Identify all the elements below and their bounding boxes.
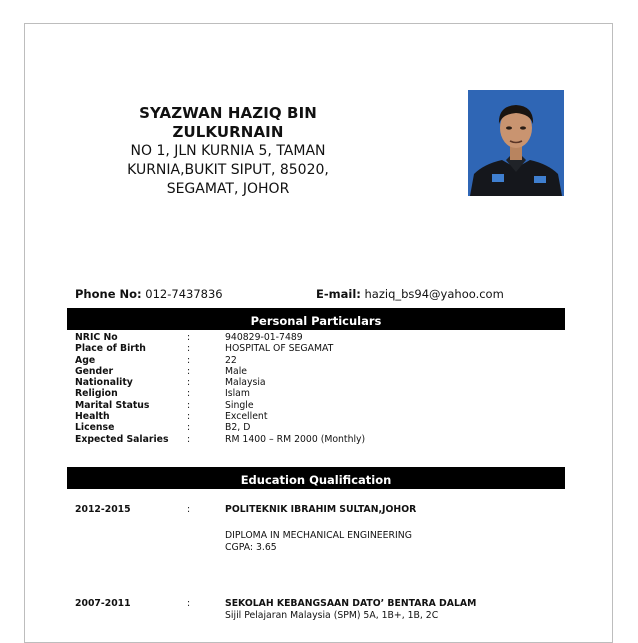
field-value: Single bbox=[225, 399, 254, 411]
field-value: HOSPITAL OF SEGAMAT bbox=[225, 343, 334, 355]
phone-value: 012-7437836 bbox=[145, 287, 223, 301]
field-separator: : bbox=[187, 332, 191, 343]
field-label: License bbox=[75, 422, 115, 434]
table-row bbox=[75, 355, 525, 366]
field-label: Health bbox=[75, 411, 110, 423]
field-label: Religion bbox=[75, 388, 118, 400]
table-row bbox=[75, 343, 525, 354]
table-row bbox=[75, 411, 525, 422]
education-separator: : bbox=[187, 504, 191, 515]
personal-particulars-table bbox=[75, 332, 525, 445]
field-value: 940829-01-7489 bbox=[225, 332, 303, 343]
table-row bbox=[75, 332, 525, 343]
field-separator: : bbox=[187, 388, 191, 400]
field-separator: : bbox=[187, 377, 191, 389]
field-separator: : bbox=[187, 411, 191, 423]
phone-row bbox=[75, 287, 223, 301]
profile-photo-illustration bbox=[468, 90, 564, 196]
field-value: Malaysia bbox=[225, 377, 266, 389]
profile-photo bbox=[468, 90, 564, 196]
field-value: RM 1400 – RM 2000 (Monthly) bbox=[225, 433, 366, 445]
education-course: Sijil Pelajaran Malaysia (SPM) 5A, 1B+, 1B, 2C bbox=[225, 610, 439, 621]
table-row bbox=[75, 422, 525, 433]
email-value: haziq_bs94@yahoo.com bbox=[364, 287, 504, 301]
applicant-name: SYAZWAN HAZIQ BIN ZULKURNAIN bbox=[139, 104, 317, 141]
email-label: E-mail: bbox=[316, 287, 361, 301]
address-line-3: SEGAMAT, JOHOR bbox=[166, 181, 290, 197]
field-label: Marital Status bbox=[75, 399, 150, 411]
education-institution: POLITEKNIK IBRAHIM SULTAN,JOHOR bbox=[225, 504, 417, 515]
address-line-1: NO 1, JLN KURNIA 5, TAMAN bbox=[130, 143, 326, 159]
field-separator: : bbox=[187, 422, 191, 434]
phone-label: Phone No: bbox=[75, 287, 142, 301]
table-row bbox=[75, 434, 525, 445]
education-years: 2012-2015 bbox=[75, 504, 131, 515]
field-value: B2, D bbox=[225, 422, 251, 434]
address-line-2: KURNIA,BUKIT SIPUT, 85020, bbox=[127, 162, 329, 178]
education-separator: : bbox=[187, 598, 191, 609]
table-row bbox=[75, 400, 525, 411]
header-block bbox=[83, 104, 373, 199]
field-separator: : bbox=[187, 343, 191, 355]
education-years: 2007-2011 bbox=[75, 598, 131, 609]
education-result: CGPA: 3.65 bbox=[225, 542, 277, 553]
field-separator: : bbox=[187, 399, 191, 411]
field-label: Expected Salaries bbox=[75, 433, 169, 445]
education-details bbox=[225, 504, 545, 554]
field-value: Male bbox=[225, 365, 248, 377]
field-label: Age bbox=[75, 354, 96, 366]
field-separator: : bbox=[187, 433, 191, 445]
table-row bbox=[75, 366, 525, 377]
field-value: Excellent bbox=[225, 411, 268, 423]
table-row bbox=[75, 388, 525, 399]
education-section-header: Education Qualification bbox=[67, 467, 565, 489]
email-row bbox=[316, 287, 504, 301]
table-row bbox=[75, 377, 525, 388]
field-label: Gender bbox=[75, 365, 114, 377]
field-separator: : bbox=[187, 354, 191, 366]
field-separator: : bbox=[187, 365, 191, 377]
field-value: 22 bbox=[225, 354, 237, 366]
education-course: DIPLOMA IN MECHANICAL ENGINEERING bbox=[225, 530, 412, 541]
field-label: NRIC No bbox=[75, 332, 118, 343]
field-label: Nationality bbox=[75, 377, 133, 389]
field-label: Place of Birth bbox=[75, 343, 146, 355]
personal-section-header: Personal Particulars bbox=[67, 308, 565, 330]
education-details bbox=[225, 598, 545, 622]
education-institution: SEKOLAH KEBANGSAAN DATO’ BENTARA DALAM bbox=[225, 598, 477, 609]
field-value: Islam bbox=[225, 388, 250, 400]
resume-page bbox=[24, 23, 613, 643]
